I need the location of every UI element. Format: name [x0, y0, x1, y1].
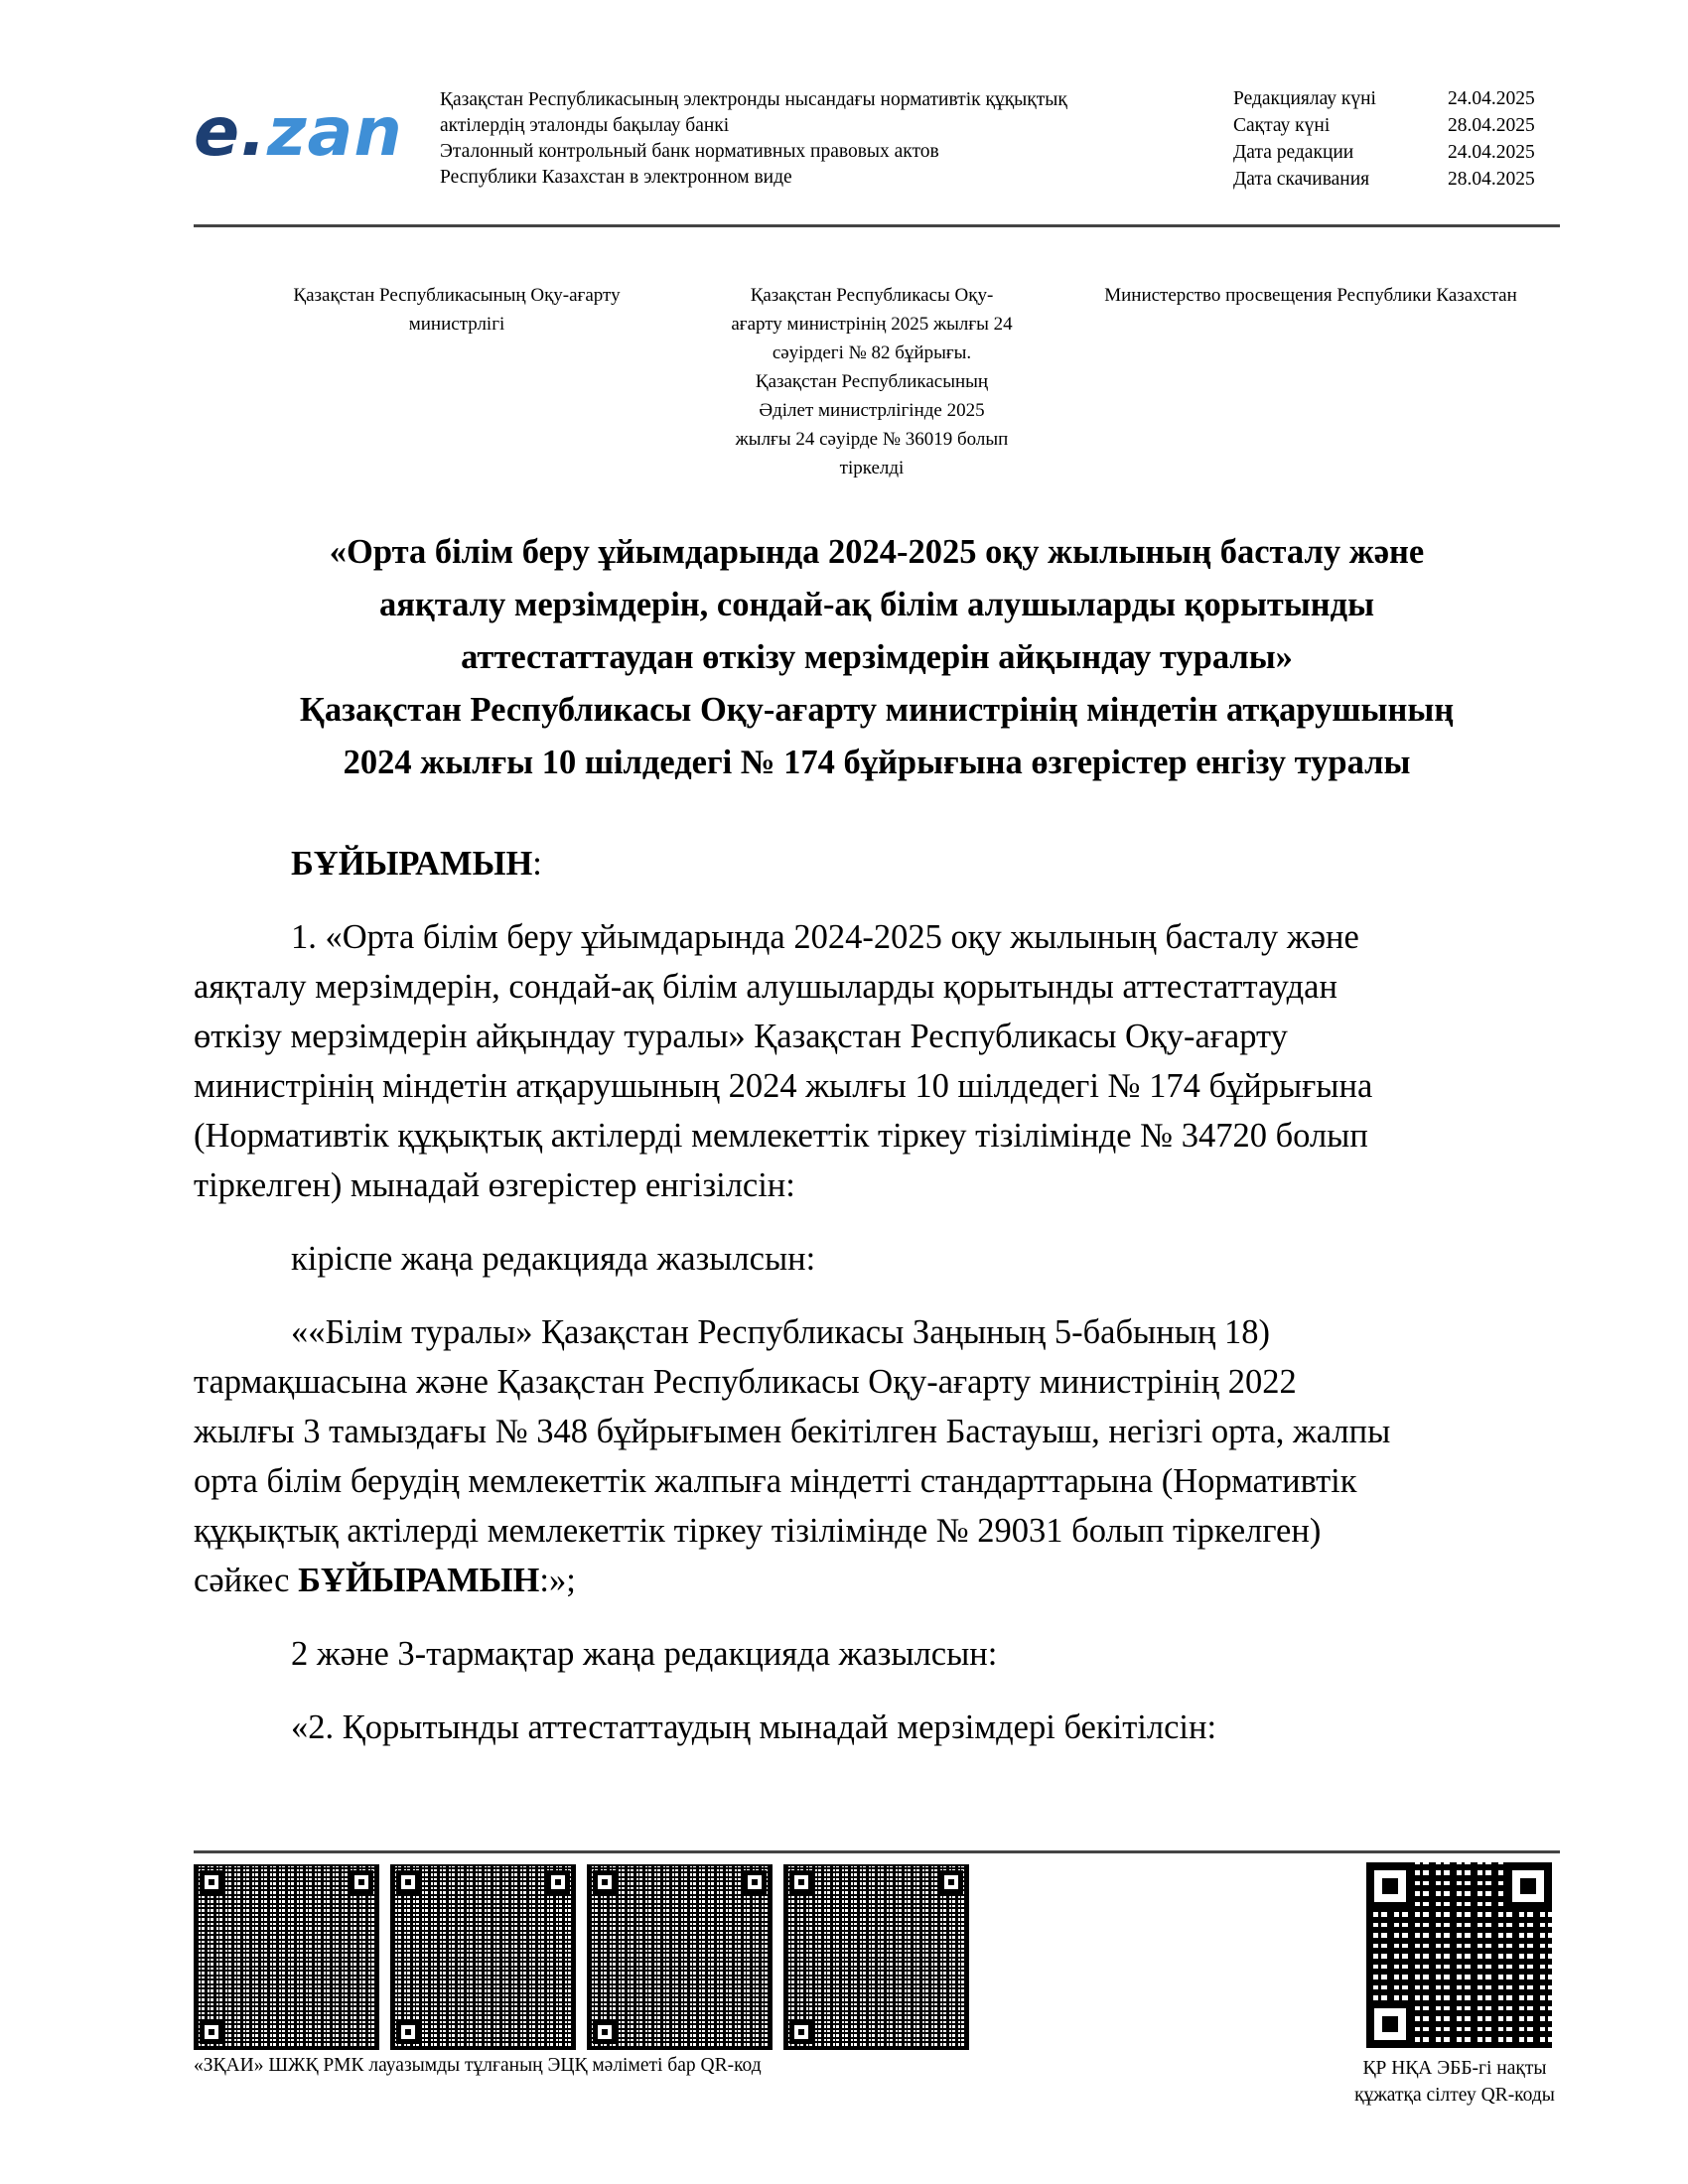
date-label: Сақтау күні — [1233, 115, 1331, 136]
bank-description — [440, 87, 1175, 191]
paragraph-3: ««Білім туралы» Қазақстан Республикасы Заңының 5-бабының 18) тармақшасына және Қазақстан Республикасы Оқу-ағарту министрінің 2022 жылғы 3 тамыздағы № 348 бұйрығымен бекітілген Бастауыш, негізгі орта, жалпы орта білім берудің мемлекеттік жалпыға міндетті стандарттарына (Нормативтік құқықтық актілерді мемлекеттік тіркеу тізілімінде № 29031 болып тіркелген) сәйкес БҰЙЫРАМЫН:»; — [194, 1313, 1391, 1599]
bank-line: Республики Казахстан в электронном виде — [440, 167, 792, 188]
date-row — [1233, 166, 1551, 193]
issuer-russian: Министерство просвещения Республики Казахстан — [1104, 285, 1517, 306]
paragraph-1: 1. «Орта білім беру ұйымдарында 2024-2025 оқу жылының басталу және аяқталу мерзімдерін, сондай-ақ білім алушыларды қорытынды аттестаттаудан өткізу мерзімдерін айқындау туралы» Қазақстан Республикасы Оқу-ағарту министрінің міндетін атқарушының 2024 жылғы 10 шілдедегі № 174 бұйрығына (Нормативтік құқықтық актілерді мемлекеттік тіркеу тізілімінде № 34720 болып тіркелген) мынадай өзгерістер енгізілсін: — [194, 918, 1373, 1204]
signature-qr-code-2 — [390, 1864, 576, 2050]
ezan-logo: e.zan — [194, 93, 403, 172]
footer-divider — [194, 1850, 1560, 1853]
title-line: аттестаттаудан өткізу мерзімдерін айқындау туралы» — [461, 638, 1293, 676]
signature-qr-code-1 — [194, 1864, 379, 2050]
signature-qr-code-3 — [587, 1864, 773, 2050]
date-value: 28.04.2025 — [1448, 169, 1535, 190]
document-title — [194, 526, 1560, 789]
document-qr-caption: ҚР НҚА ЭББ-гі нақты құжатқа сілтеу QR-коды — [1354, 2058, 1555, 2106]
title-line: «Орта білім беру ұйымдарында 2024-2025 оқу жылының басталу және — [329, 533, 1425, 571]
signature-qr-code-4 — [783, 1864, 969, 2050]
date-row — [1233, 112, 1551, 139]
paragraph-5: «2. Қорытынды аттестаттаудың мынадай мерзімдері бекітілсін: — [291, 1708, 1217, 1746]
title-line: Қазақстан Республикасы Оқу-ағарту министрінің міндетін атқарушының — [299, 691, 1455, 729]
title-line: 2024 жылғы 10 шілдедегі № 174 бұйрығына өзгерістер енгізу туралы — [343, 744, 1411, 781]
paragraph-2: кіріспе жаңа редакцияда жазылсын: — [291, 1240, 816, 1278]
signature-qr-caption: «ЗҚАИ» ШЖҚ РМК лауазымды тұлғаның ЭЦҚ мәліметі бар QR-код — [194, 2055, 762, 2076]
document-dates — [1233, 85, 1551, 193]
bank-line: актілердің эталонды бақылау банкі — [440, 115, 730, 136]
date-value: 24.04.2025 — [1448, 142, 1535, 163]
title-line: аяқталу мерзімдерін, сондай-ақ білім алушыларды қорытынды — [378, 586, 1375, 623]
date-label: Дата скачивания — [1233, 169, 1370, 190]
bank-line: Эталонный контрольный банк нормативных правовых актов — [440, 141, 939, 162]
registration-note: Қазақстан Республикасы Оқу- ағарту министрінің 2025 жылғы 24 сәуірдегі № 82 бұйрығы. Қазақстан Республикасының Әділет министрлігінде 2025 жылғы 24 сәуірде № 36019 болып тіркелді — [731, 285, 1013, 478]
bank-line: Қазақстан Республикасының электронды нысандағы нормативтік құқықтық — [440, 89, 1067, 110]
document-body — [194, 839, 1564, 1752]
document-link-qr-code[interactable] — [1366, 1862, 1552, 2048]
date-value: 24.04.2025 — [1448, 88, 1535, 109]
date-row — [1233, 85, 1551, 112]
paragraph-4: 2 және 3-тармақтар жаңа редакцияда жазылсын: — [291, 1635, 998, 1673]
date-row — [1233, 139, 1551, 166]
date-value: 28.04.2025 — [1448, 115, 1535, 136]
order-heading: БҰЙЫРАМЫН: — [291, 845, 542, 883]
header-divider — [194, 224, 1560, 227]
date-label: Редакциялау күні — [1233, 88, 1376, 109]
issuer-kazakh: Қазақстан Республикасының Оқу-ағарту министрлігі — [293, 285, 621, 335]
date-label: Дата редакции — [1233, 142, 1354, 163]
